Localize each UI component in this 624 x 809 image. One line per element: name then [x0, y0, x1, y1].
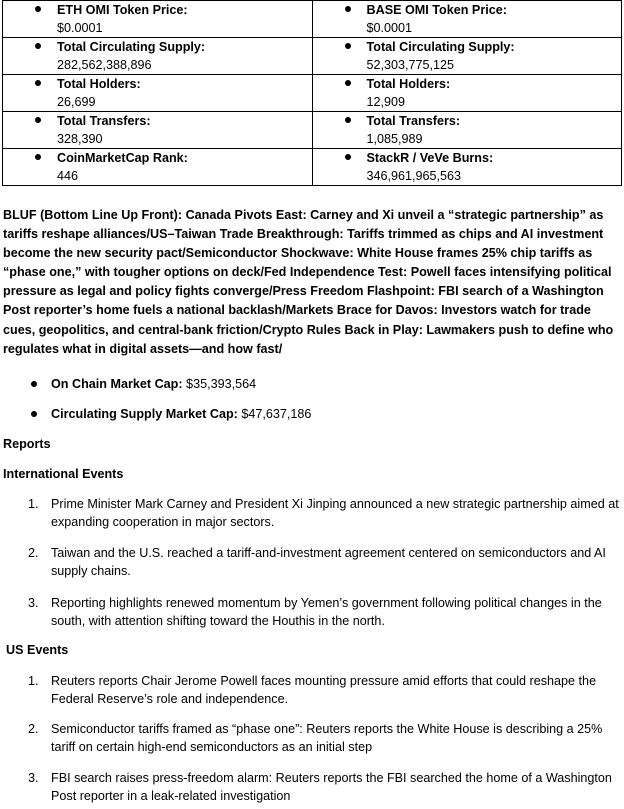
stats-cell	[3, 1, 313, 38]
stats-row	[3, 1, 622, 38]
stats-cell	[312, 112, 622, 149]
stat-value: 52,303,775,125	[366, 58, 455, 72]
bluf-paragraph: BLUF (Bottom Line Up Front): Canada Pivots East: Carney and Xi unveil a “strategic partnership” as tariffs reshape alliances/US–Taiwan Trade Breakthrough: Tariffs trimmed as chips and AI investment become the new security pact/Semiconductor Shockwave: White House frames 25% chip tariffs as “phase one,” with tougher options on deck/Fed Independence Test: Powell faces intensifying political pressure as legal and policy fights converge/Press Freedom Flashpoint: FBI search of a Washington Post reporter’s home fuels a national backlash/Markets Brace for Davos: Investors watch for trade cues, geopolitics, and central-bank friction/Crypto Rules Back in Play: Lawmakers push to define who regulates what in digital assets—and how fast/	[3, 208, 614, 356]
list-item	[28, 720, 620, 756]
list-number: 2.	[28, 722, 39, 736]
stat-label: Total Transfers:	[57, 114, 151, 128]
stats-cell	[3, 149, 313, 186]
list-number: 3.	[28, 596, 39, 610]
bullet-icon	[31, 411, 37, 417]
metric-label: Circulating Supply Market Cap:	[51, 407, 238, 421]
list-item	[28, 769, 620, 805]
stat-value: 26,699	[57, 95, 96, 109]
metric-item	[51, 405, 611, 423]
us-heading: US Events	[6, 643, 69, 657]
list-number: 2.	[28, 546, 39, 560]
stats-row	[3, 112, 622, 149]
stats-cell	[3, 38, 313, 75]
stats-cell	[312, 75, 622, 112]
list-text: Semiconductor tariffs framed as “phase one”: Reuters reports the White House is describing a 25% tariff on certain high-end semiconductors as an initial step	[51, 722, 603, 754]
stat-value: 328,390	[57, 132, 103, 146]
stats-row	[3, 149, 622, 186]
bullet-icon	[345, 43, 351, 49]
metric-value: $35,393,564	[182, 377, 257, 391]
list-text: Prime Minister Mark Carney and President Xi Jinping announced a new strategic partnership aimed at expanding cooperation in major sectors.	[51, 497, 619, 529]
stat-label: Total Holders:	[366, 77, 451, 91]
list-text: Taiwan and the U.S. reached a tariff-and-investment agreement centered on semiconductors and AI supply chains.	[51, 546, 606, 578]
stats-cell	[312, 38, 622, 75]
bullet-icon	[345, 6, 351, 12]
stat-label: Total Holders:	[57, 77, 141, 91]
list-item	[28, 544, 620, 580]
stat-label: StackR / VeVe Burns:	[366, 151, 494, 165]
stats-row	[3, 38, 622, 75]
stat-label: ETH OMI Token Price:	[57, 3, 188, 17]
stat-label: Total Circulating Supply:	[57, 40, 206, 54]
stat-value: 346,961,965,563	[366, 169, 462, 183]
stat-label: BASE OMI Token Price:	[366, 3, 507, 17]
metric-item	[51, 375, 611, 393]
stat-value: $0.0001	[57, 21, 103, 35]
metric-value: $47,637,186	[237, 407, 312, 421]
list-text: FBI search raises press-freedom alarm: Reuters reports the FBI searched the home of a Washington Post reporter in a leak-related investigation	[51, 771, 612, 803]
stat-value: 1,085,989	[366, 132, 423, 146]
bullet-icon	[345, 154, 351, 160]
bullet-icon	[35, 43, 41, 49]
token-stats-table	[2, 0, 622, 186]
stats-row	[3, 75, 622, 112]
stat-label: CoinMarketCap Rank:	[57, 151, 188, 165]
bullet-icon	[35, 80, 41, 86]
list-text: Reporting highlights renewed momentum by Yemen’s government following political changes in the south, with attention shifting toward the Houthis in the north.	[51, 596, 602, 628]
bullet-icon	[35, 6, 41, 12]
metric-label: On Chain Market Cap:	[51, 377, 183, 391]
stat-value: 446	[57, 169, 79, 183]
list-number: 1.	[28, 497, 39, 511]
list-number: 1.	[28, 674, 39, 688]
stats-cell	[3, 112, 313, 149]
stat-label: Total Transfers:	[366, 114, 461, 128]
list-item	[28, 495, 620, 531]
list-number: 3.	[28, 771, 39, 785]
stats-cell	[3, 75, 313, 112]
stat-label: Total Circulating Supply:	[366, 40, 515, 54]
bullet-icon	[31, 381, 37, 387]
bullet-icon	[345, 80, 351, 86]
reports-heading: Reports	[3, 437, 51, 451]
list-item	[28, 672, 620, 708]
list-text: Reuters reports Chair Jerome Powell faces mounting pressure amid efforts that could reshape the Federal Reserve’s role and independence.	[51, 674, 597, 706]
stat-value: 282,562,388,896	[57, 58, 152, 72]
bullet-icon	[35, 117, 41, 123]
bullet-icon	[35, 154, 41, 160]
stats-cell	[312, 1, 622, 38]
stats-cell	[312, 149, 622, 186]
stat-value: $0.0001	[366, 21, 413, 35]
bullet-icon	[345, 117, 351, 123]
stat-value: 12,909	[366, 95, 406, 109]
list-item	[28, 594, 620, 630]
international-heading: International Events	[3, 467, 124, 481]
